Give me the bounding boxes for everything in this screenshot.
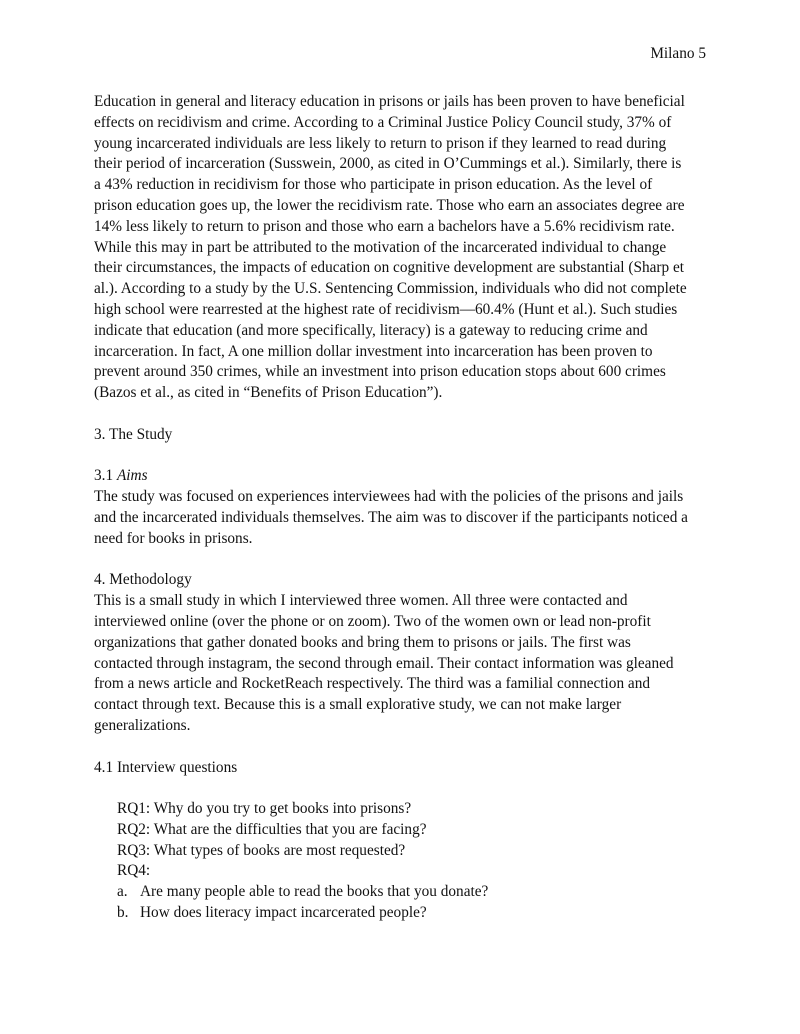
paragraph-line: prevent around 350 crimes, while an investment into prison education stops about 600 crimes [94,363,666,381]
question-item: RQ4: [117,862,151,880]
paragraph-line: incarceration. In fact, A one million dollar investment into incarceration has been proven to [94,342,653,360]
paragraph-line: While this may in part be attributed to the motivation of the incarcerated individual to change [94,238,667,256]
paragraph-line: 14% less likely to return to prison and those who earn a bachelors have a 5.6% recidivism rate. [94,217,675,235]
intro-paragraph [94,92,708,404]
spacer [94,550,708,571]
question-item: RQ2: What are the difficulties that you are facing? [117,820,427,838]
paragraph-line: effects on recidivism and crime. According to a Criminal Justice Policy Council study, 37% of [94,113,672,131]
subquestion-item [94,882,708,903]
section-heading-interview-questions: 4.1 Interview questions [94,758,238,776]
subquestion-text: Are many people able to read the books that you donate? [140,883,489,901]
methodology-paragraph [94,591,708,737]
paragraph-line: (Bazos et al., as cited in “Benefits of Prison Education”). [94,384,443,402]
paragraph-line: their period of incarceration (Susswein, 2000, as cited in O’Cummings et al.). Similarly, there is [94,155,682,173]
paragraph-line: contact through text. Because this is a small explorative study, we can not make larger [94,696,622,714]
paragraph-line: prison education goes up, the lower the recidivism rate. Those who earn an associates degree are [94,196,685,214]
paragraph-line: high school were rearrested at the highest rate of recidivism—60.4% (Hunt et al.). Such studies [94,300,678,318]
paragraph-line: This is a small study in which I interviewed three women. All three were contacted and [94,592,628,610]
list-marker: a. [117,883,128,901]
question-item: RQ1: Why do you try to get books into prisons? [117,800,412,818]
subquestion-item [94,903,708,924]
section-number: 3.1 [94,467,117,485]
spacer [94,737,708,758]
section-heading-study: 3. The Study [94,425,173,443]
subquestion-text: How does literacy impact incarcerated people? [140,904,427,922]
spacer [94,778,708,799]
question-item: RQ3: What types of books are most requested? [117,841,406,859]
section-heading-methodology: 4. Methodology [94,571,192,589]
paragraph-line: The study was focused on experiences interviewees had with the policies of the prisons and jails [94,488,684,506]
body-text [94,92,708,924]
paragraph-line: and the incarcerated individuals themselves. The aim was to discover if the participants noticed a [94,508,688,526]
page-header: Milano 5 [650,45,706,62]
spacer [94,404,708,425]
section-title: Aims [116,467,148,485]
paragraph-line: interviewed online (over the phone or on zoom). Two of the women own or lead non-profit [94,612,651,630]
paragraph-line: young incarcerated individuals are less likely to return to prison if they learned to read during [94,134,667,152]
paragraph-line: their circumstances, the impacts of education on cognitive development are substantial (Sharp et [94,259,685,277]
paragraph-line: a 43% reduction in recidivism for those who participate in prison education. As the level of [94,176,653,194]
paragraph-line: al.). According to a study by the U.S. Sentencing Commission, individuals who did not complete [94,280,687,298]
paragraph-line: indicate that education (and more specifically, literacy) is a gateway to reducing crime and [94,321,648,339]
aims-paragraph [94,487,708,549]
section-heading-aims [94,466,708,487]
list-marker: b. [117,904,129,922]
spacer [94,446,708,467]
question-list [94,799,708,924]
paragraph-line: organizations that gather donated books and bring them to prisons or jails. The first was [94,633,631,651]
paragraph-line: generalizations. [94,716,191,734]
paragraph-line: contacted through instagram, the second through email. Their contact information was gleaned [94,654,674,672]
paragraph-line: need for books in prisons. [94,529,253,547]
paragraph-line: from a news article and RocketReach respectively. The third was a familial connection and [94,675,650,693]
paragraph-line: Education in general and literacy education in prisons or jails has been proven to have beneficial [94,93,685,110]
